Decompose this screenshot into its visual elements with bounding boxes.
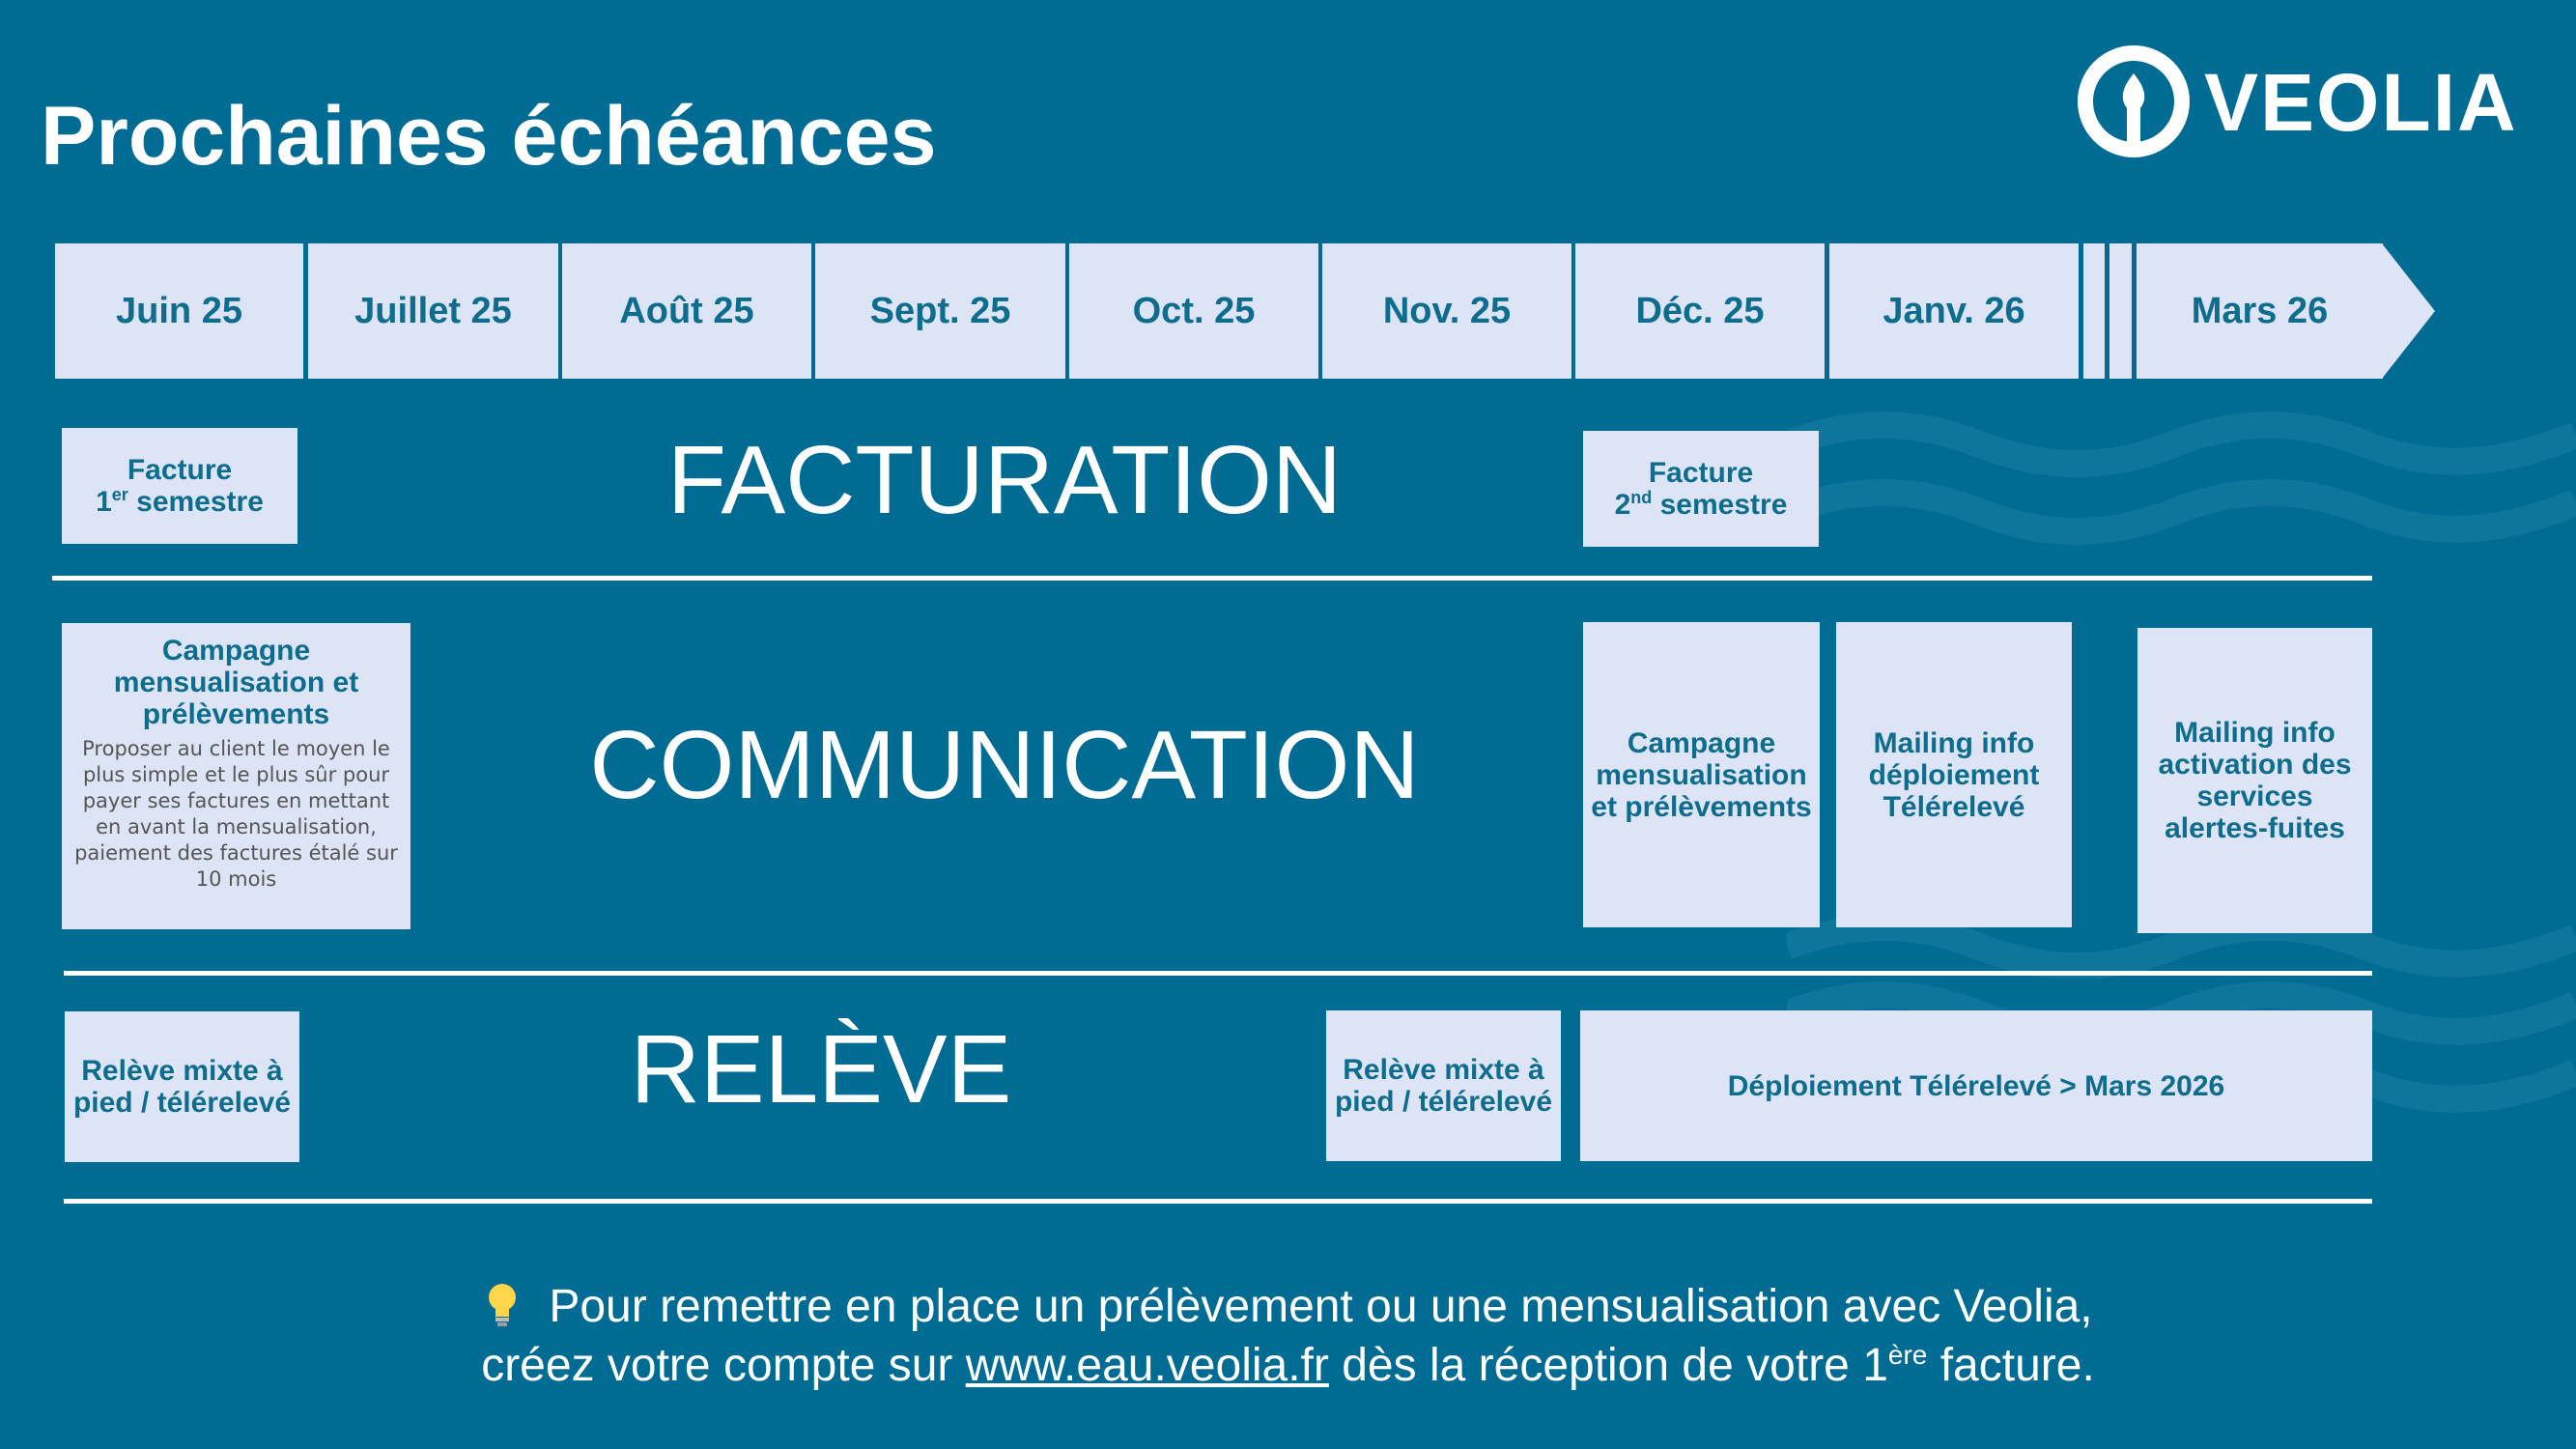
box-line: 2 [1614, 489, 1631, 521]
section-divider [52, 576, 2372, 581]
box-line: Facture [1648, 457, 1754, 489]
box-title: Campagne mensualisation et prélèvements [113, 635, 359, 730]
footer-text: Pour remettre en place un prélèvement ou une mensualisation avec Veolia, [549, 1281, 2093, 1332]
timeline-gap-marker [2083, 243, 2105, 379]
month-dec-25: Déc. 25 [1575, 243, 1825, 379]
box-sup: er [111, 485, 128, 504]
footer-line-2 [0, 1339, 2576, 1392]
month-juin-25: Juin 25 [55, 243, 303, 379]
deploiement-telereleve-box: Déploiement Télérelevé > Mars 2026 [1580, 1010, 2372, 1161]
month-mars-26: Mars 26 [2137, 243, 2383, 379]
campagne-mensualisation-box [62, 623, 410, 929]
box-line: 1 [96, 486, 112, 518]
footer-text: facture. [1927, 1340, 2095, 1391]
month-oct-25: Oct. 25 [1069, 243, 1318, 379]
facture-1er-semestre-box [62, 428, 297, 544]
timeline-arrow-tip [2382, 243, 2435, 379]
footer-text: dès la réception de votre 1 [1328, 1340, 1888, 1391]
timeline-gap-marker [2109, 243, 2132, 379]
section-divider [64, 971, 2372, 976]
month-sept-25: Sept. 25 [815, 243, 1065, 379]
releve-mixte-nov-box: Relève mixte à pied / télérelevé [1326, 1010, 1561, 1161]
month-nov-25: Nov. 25 [1322, 243, 1571, 379]
section-releve-label: RELÈVE [630, 1015, 1012, 1123]
box-line: Facture [127, 454, 233, 486]
veolia-logo-text: VEOLIA [2204, 57, 2518, 148]
campagne-mensualisation-dec-box: Campagne mensualisation et prélèvements [1583, 622, 1820, 927]
box-sup: nd [1630, 488, 1653, 507]
facture-2nd-semestre-box [1583, 431, 1819, 547]
box-description: Proposer au client le moyen le plus simple et le plus sûr pour payer ses factures en mettant en avant la mensualisation, paiement des factures étalé sur 10 mois [74, 737, 398, 891]
lightbulb-icon [483, 1281, 522, 1327]
footer-line-1 [0, 1280, 2576, 1333]
month-juillet-25: Juillet 25 [308, 243, 558, 379]
mailing-alertes-fuites-box: Mailing info activation des services alertes-fuites [2137, 628, 2372, 933]
section-facturation-label: FACTURATION [666, 426, 1343, 534]
footer-text: créez votre compte sur [481, 1340, 966, 1391]
veolia-website-link[interactable]: www.eau.veolia.fr [965, 1340, 1329, 1391]
mailing-telereleve-box: Mailing info déploiement Télérelevé [1836, 622, 2072, 927]
box-line: semestre [127, 486, 264, 518]
section-communication-label: COMMUNICATION [589, 711, 1420, 819]
veolia-logo-icon [2077, 44, 2191, 158]
month-janv-26: Janv. 26 [1829, 243, 2079, 379]
footer-sup: ère [1887, 1340, 1928, 1370]
releve-mixte-box: Relève mixte à pied / télérelevé [65, 1011, 299, 1162]
box-line: semestre [1652, 489, 1788, 521]
month-aout-25: Août 25 [562, 243, 811, 379]
page-title: Prochaines échéances [41, 90, 937, 183]
section-divider [64, 1199, 2372, 1204]
